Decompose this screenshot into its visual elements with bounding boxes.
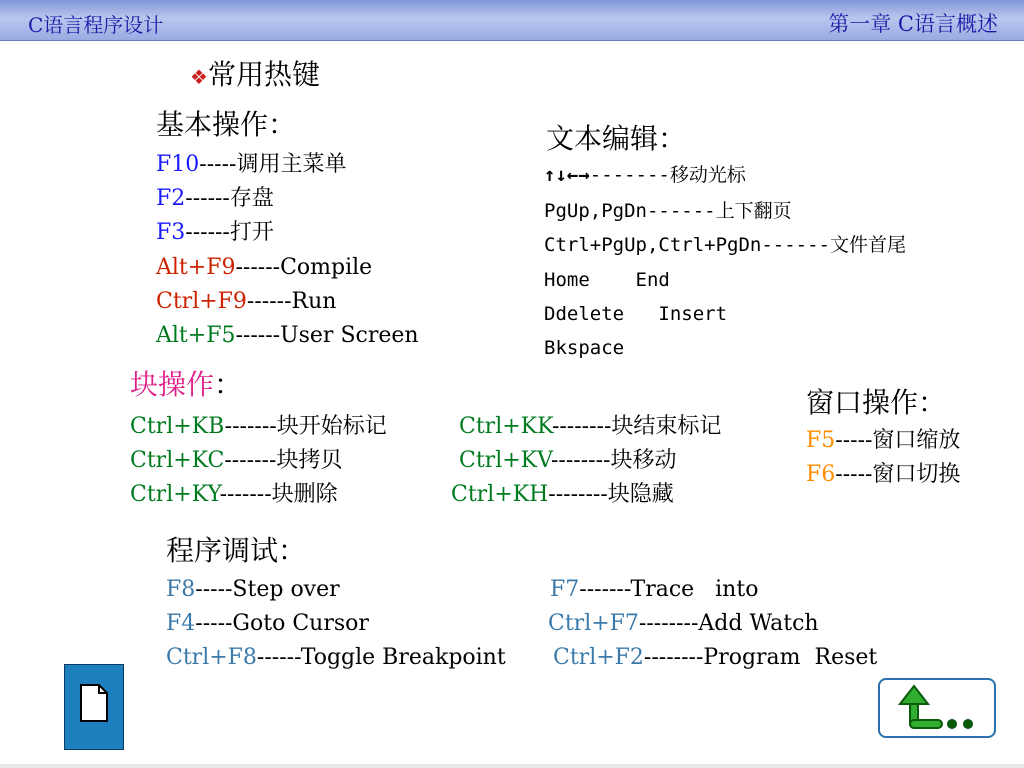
debug-row: F7-------Trace into (550, 577, 759, 602)
block-row: Ctrl+KY-------块删除 (130, 482, 338, 507)
basic-item: Alt+F9------Compile (156, 255, 373, 280)
chapter-title: 第一章 C语言概述 (828, 12, 998, 36)
basic-item: Ctrl+F9------Run (156, 289, 337, 314)
text-edit-line: Ctrl+PgUp,Ctrl+PgDn------文件首尾 (544, 234, 906, 256)
window-item: F6-----窗口切换 (806, 462, 961, 487)
block-row: Ctrl+KK--------块结束标记 (459, 414, 722, 439)
text-edit-heading: 文本编辑： (546, 122, 687, 155)
slide-header (0, 0, 1024, 41)
block-heading: 块操作： (130, 368, 243, 401)
section-title-text: 常用热键 (207, 58, 320, 91)
basic-item: F3------打开 (156, 220, 274, 245)
block-row: Ctrl+KH--------块隐藏 (451, 482, 674, 507)
basic-item: F2------存盘 (156, 186, 274, 211)
text-edit-line: Bkspace (544, 337, 625, 359)
basic-heading: 基本操作： (156, 108, 297, 141)
block-row: Ctrl+KB-------块开始标记 (130, 414, 387, 439)
window-item: F5-----窗口缩放 (806, 428, 961, 453)
debug-row: F8-----Step over (166, 577, 340, 602)
debug-heading: 程序调试： (166, 534, 307, 567)
text-edit-line: PgUp,PgDn------上下翻页 (544, 200, 792, 222)
debug-row: Ctrl+F2--------Program Reset (553, 645, 878, 670)
return-button[interactable] (878, 678, 996, 738)
course-title: C语言程序设计 (28, 13, 164, 37)
basic-item: Alt+F5------User Screen (156, 323, 419, 348)
block-row: Ctrl+KC-------块拷贝 (130, 448, 343, 473)
debug-row: F4-----Goto Cursor (166, 611, 369, 636)
debug-row: Ctrl+F8------Toggle Breakpoint (166, 645, 506, 670)
section-title (190, 58, 320, 94)
document-button[interactable] (64, 664, 124, 750)
document-icon (79, 683, 109, 723)
window-heading: 窗口操作： (806, 386, 947, 419)
return-arrow-icon (880, 680, 994, 736)
arrow-keys-line: ↑↓←→-------移动光标 (544, 164, 746, 186)
footer-divider (0, 764, 1024, 768)
diamond-bullet-icon: ❖ (190, 65, 208, 89)
basic-item: F10-----调用主菜单 (156, 152, 347, 177)
debug-row: Ctrl+F7--------Add Watch (548, 611, 819, 636)
text-edit-line: Ddelete Insert (544, 303, 728, 325)
block-row: Ctrl+KV--------块移动 (459, 448, 677, 473)
text-edit-line: Home End (544, 269, 670, 291)
arrow-keys-icon: ↑↓←→ (544, 164, 590, 186)
